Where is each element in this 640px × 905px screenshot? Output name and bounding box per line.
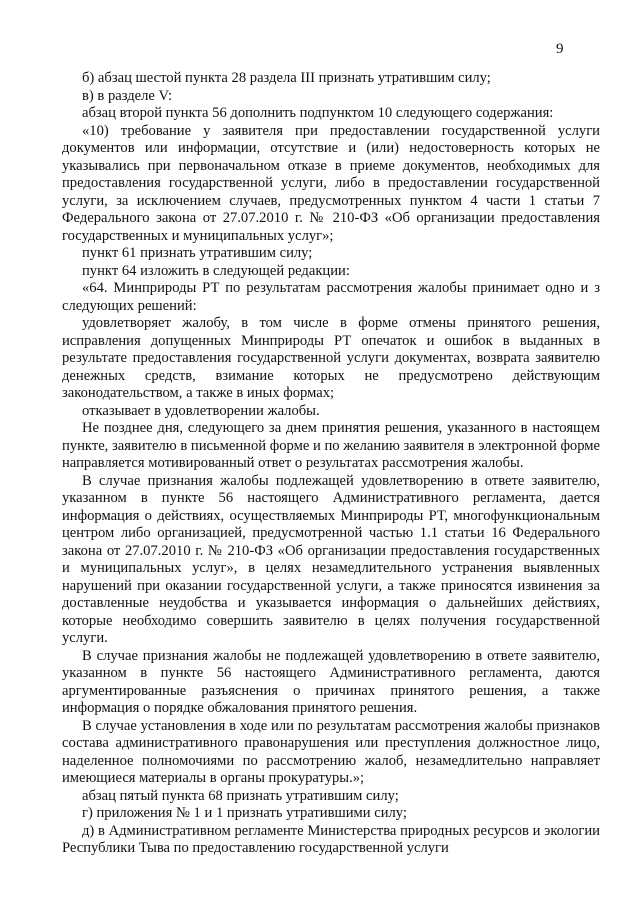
paragraph: В случае признания жалобы не подлежащей удовлетворению в ответе заявителю, указанном в пункте 56 настоящего Административного регламента, даются аргументированные разъяснения о причинах принятого решения, а также информация о порядке обжалования принятого решения. [62,647,600,716]
paragraph: В случае установления в ходе или по результатам рассмотрения жалобы признаков состава административного правонарушения или преступления должностное лицо, наделенное полномочиями по рассмотрению жалоб, незамедлительно направляет имеющиеся материалы в органы прокуратуры.»; [62,717,600,786]
paragraph: «64. Минприроды РТ по результатам рассмотрения жалобы принимает одно и з следующих решений: [62,280,600,314]
paragraph: абзац второй пункта 56 дополнить подпунктом 10 следующего содержания: [82,105,554,121]
paragraph: г) приложения № 1 и 1 признать утратившими силу; [82,805,407,821]
document-body [62,70,600,858]
paragraph: б) абзац шестой пункта 28 раздела III признать утратившим силу; [82,70,491,86]
paragraph: абзац пятый пункта 68 признать утратившим силу; [82,787,399,804]
paragraph: д) в Административном регламенте Министерства природных ресурсов и экологии Республики Тыва по предоставлению государственной услуги [62,822,600,856]
paragraph: «10) требование у заявителя при предоставлении государственной услуги документов или информации, отсутствие и (или) недостоверность которых не указывались при первоначальном отказе в приеме документов, необходимых для предоставления государственной услуги, либо в предоставлении государственной услуги, за исключением случаев, предусмотренных пунктом 4 части 1 статьи 7 Федерального закона от 27.07.2010 г. № 210-ФЗ «Об организации предоставления государственных и муниципальных услуг»; [62,122,600,244]
paragraph: пункт 61 признать утратившим силу; [82,245,313,261]
paragraph: В случае признания жалобы подлежащей удовлетворению в ответе заявителю, указанном в пункте 56 настоящего Административного регламента, дается информация о действиях, осуществляемых Минприроды РТ, многофункциональным центром либо организацией, предусмотренной частью 1.1 статьи 16 Федерального закона от 27.07.2010 г. № 210-ФЗ «Об организации предоставления государственных и муниципальных услуг», в целях незамедлительного устранения выявленных нарушений при оказании государственной услуги, а также приносятся извинения за доставленные неудобства и указывается информация о дальнейших действиях, которые необходимо совершить заявителю в целях получения государственной услуги. [62,472,600,646]
paragraph: в) в разделе V: [82,87,173,104]
paragraph: Не позднее дня, следующего за днем принятия решения, указанного в настоящем пункте, заявителю в письменной форме и по желанию заявителя в электронной форме направляется мотивированный ответ о результатах рассмотрения жалобы. [62,420,600,471]
paragraph: удовлетворяет жалобу, в том числе в форме отмены принятого решения, исправления допущенных Минприроды РТ опечаток и ошибок в выданных в результате предоставления государственной услуги документах, возврата заявителю денежных средств, взимание которых не предусмотрено действующим законодательством, а также в иных формах; [62,315,600,401]
paragraph: отказывает в удовлетворении жалобы. [82,402,320,419]
page-number: 9 [556,41,564,57]
paragraph: пункт 64 изложить в следующей редакции: [82,262,350,279]
